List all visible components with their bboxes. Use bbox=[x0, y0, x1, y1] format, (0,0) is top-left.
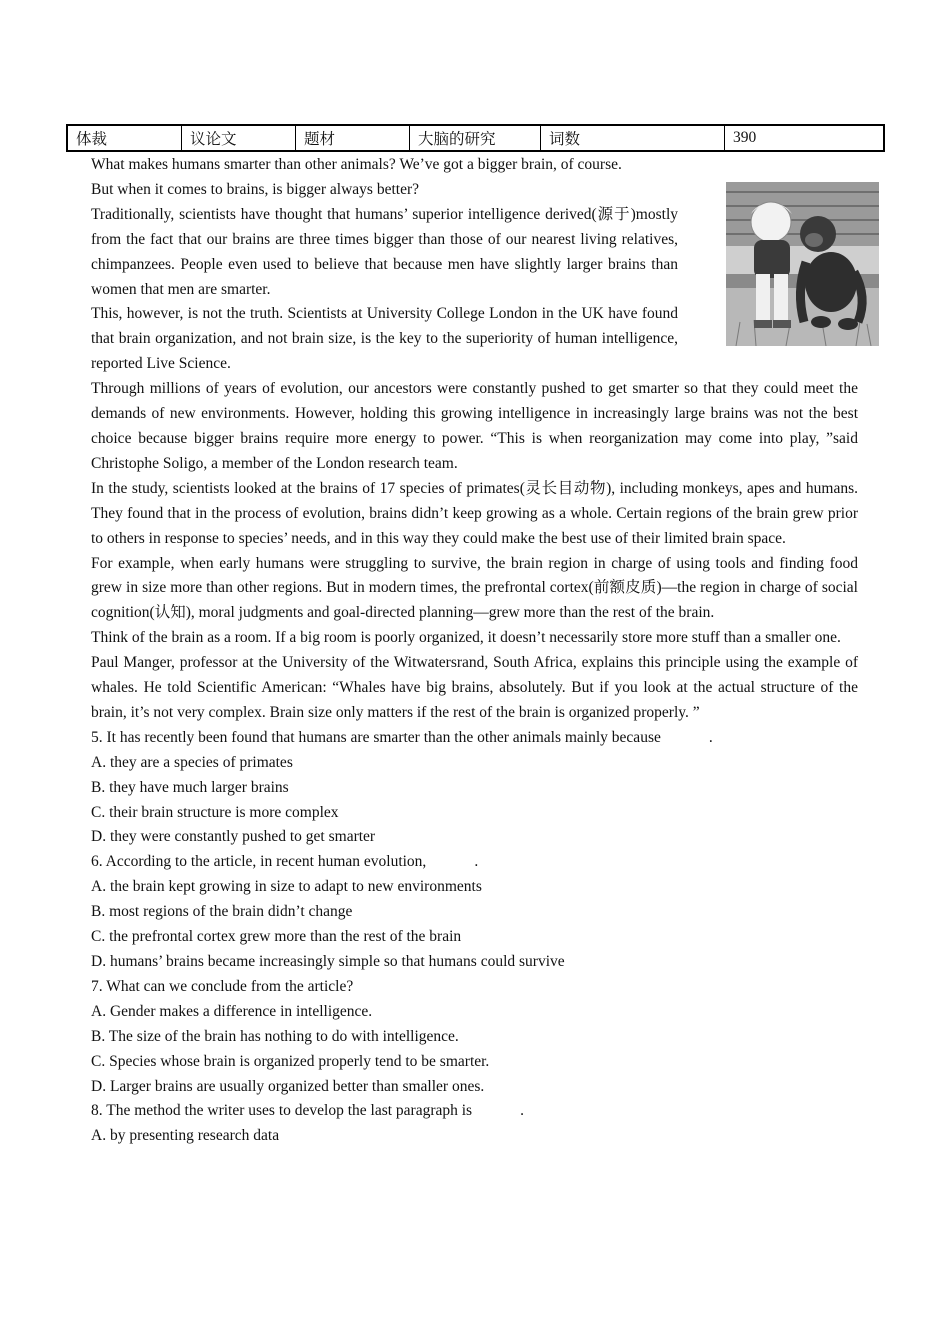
topic-label: 题材 bbox=[296, 125, 410, 151]
question-stem: 7. What can we conclude from the article? bbox=[91, 977, 354, 995]
option-a: A. Gender makes a difference in intelligence. bbox=[91, 1002, 373, 1020]
info-row bbox=[67, 125, 884, 151]
option-a: A. they are a species of primates bbox=[91, 753, 293, 771]
paragraph-primate-study: In the study, scientists looked at the brains of 17 species of primates(灵长目动物), including monkeys, apes and humans. They found that in the process of evolution, brains didn’t keep growing as a whole. Certain regions of the brain grew prior to others in response to species’ needs, and in this way they could make the best use of their limited brain space. bbox=[91, 479, 858, 547]
paragraph-traditional-view: Traditionally, scientists have thought that humans’ superior intelligence derived(源于)mostly from the fact that our brains are three times bigger than those of our nearest living relatives, chimpanzees. People even used to believe that because men have slightly larger brains than women that men are smarter. bbox=[91, 205, 678, 298]
paragraph-whales: Paul Manger, professor at the University of the Witwatersrand, South Africa, explains this principle using the example of whales. He told Scientific American: “Whales have big brains, absolutely. But if you look at the actual structure of the brain, it’s not very complex. Brain size only matters if the rest of the brain is organized properly. ” bbox=[91, 654, 858, 721]
option-c: C. Species whose brain is organized properly tend to be smarter. bbox=[91, 1052, 490, 1070]
question-stem: 8. The method the writer uses to develop the last paragraph is . bbox=[91, 1102, 524, 1120]
genre-value: 议论文 bbox=[182, 125, 296, 151]
word-count-value: 390 bbox=[725, 125, 885, 151]
topic-value: 大脑的研究 bbox=[410, 125, 541, 151]
paragraph-evolution: Through millions of years of evolution, our ancestors were constantly pushed to get smarter so that they could meet the demands of new environments. However, holding this growing intelligence in increasingly large brains was not the best choice because bigger brains require more energy to power. “This is when reorganization may come into play, ”said Christophe Soligo, a member of the London research team. bbox=[91, 380, 858, 472]
option-c: C. their brain structure is more complex bbox=[91, 803, 339, 821]
option-d: D. they were constantly pushed to get smarter bbox=[91, 828, 376, 846]
paragraph-intro-1: What makes humans smarter than other animals? We’ve got a bigger brain, of course. bbox=[91, 156, 622, 173]
option-b: B. most regions of the brain didn’t change bbox=[91, 903, 353, 921]
option-b: B. they have much larger brains bbox=[91, 778, 289, 796]
option-c: C. the prefrontal cortex grew more than the rest of the brain bbox=[91, 928, 462, 946]
option-a: A. the brain kept growing in size to adapt to new environments bbox=[91, 878, 482, 896]
paragraph-room-analogy: Think of the brain as a room. If a big room is poorly organized, it doesn’t necessarily store more stuff than a smaller one. bbox=[91, 629, 841, 647]
option-d: D. humans’ brains became increasingly simple so that humans could survive bbox=[91, 953, 565, 970]
question-7 bbox=[91, 975, 858, 1100]
question-8 bbox=[91, 1099, 858, 1149]
paragraph-intro-2: But when it comes to brains, is bigger always better? bbox=[91, 180, 420, 198]
info-table bbox=[66, 124, 885, 152]
paragraph-example: For example, when early humans were struggling to survive, the brain region in charge of using tools and finding food grew in size more than other regions. But in modern times, the prefrontal cortex(前额皮质)—the region in charge of social cognition(认知), moral judgments and goal-directed planning—grew more than the rest of the brain. bbox=[91, 554, 858, 622]
question-6 bbox=[91, 850, 858, 975]
option-d: D. Larger brains are usually organized better than smaller ones. bbox=[91, 1077, 485, 1095]
article-content bbox=[91, 153, 858, 1149]
question-5 bbox=[91, 726, 858, 851]
question-stem: 5. It has recently been found that humans are smarter than the other animals mainly because . bbox=[91, 728, 713, 746]
genre-label: 体裁 bbox=[67, 125, 182, 151]
paragraph-ucl-finding: This, however, is not the truth. Scientists at University College London in the UK have found that brain organization, and not brain size, is the key to the superiority of human intelligence, reported Live Science. bbox=[91, 305, 678, 373]
option-a: A. by presenting research data bbox=[91, 1127, 280, 1145]
question-stem: 6. According to the article, in recent human evolution, . bbox=[91, 853, 479, 871]
word-count-label: 词数 bbox=[541, 125, 725, 151]
option-b: B. The size of the brain has nothing to do with intelligence. bbox=[91, 1027, 459, 1045]
